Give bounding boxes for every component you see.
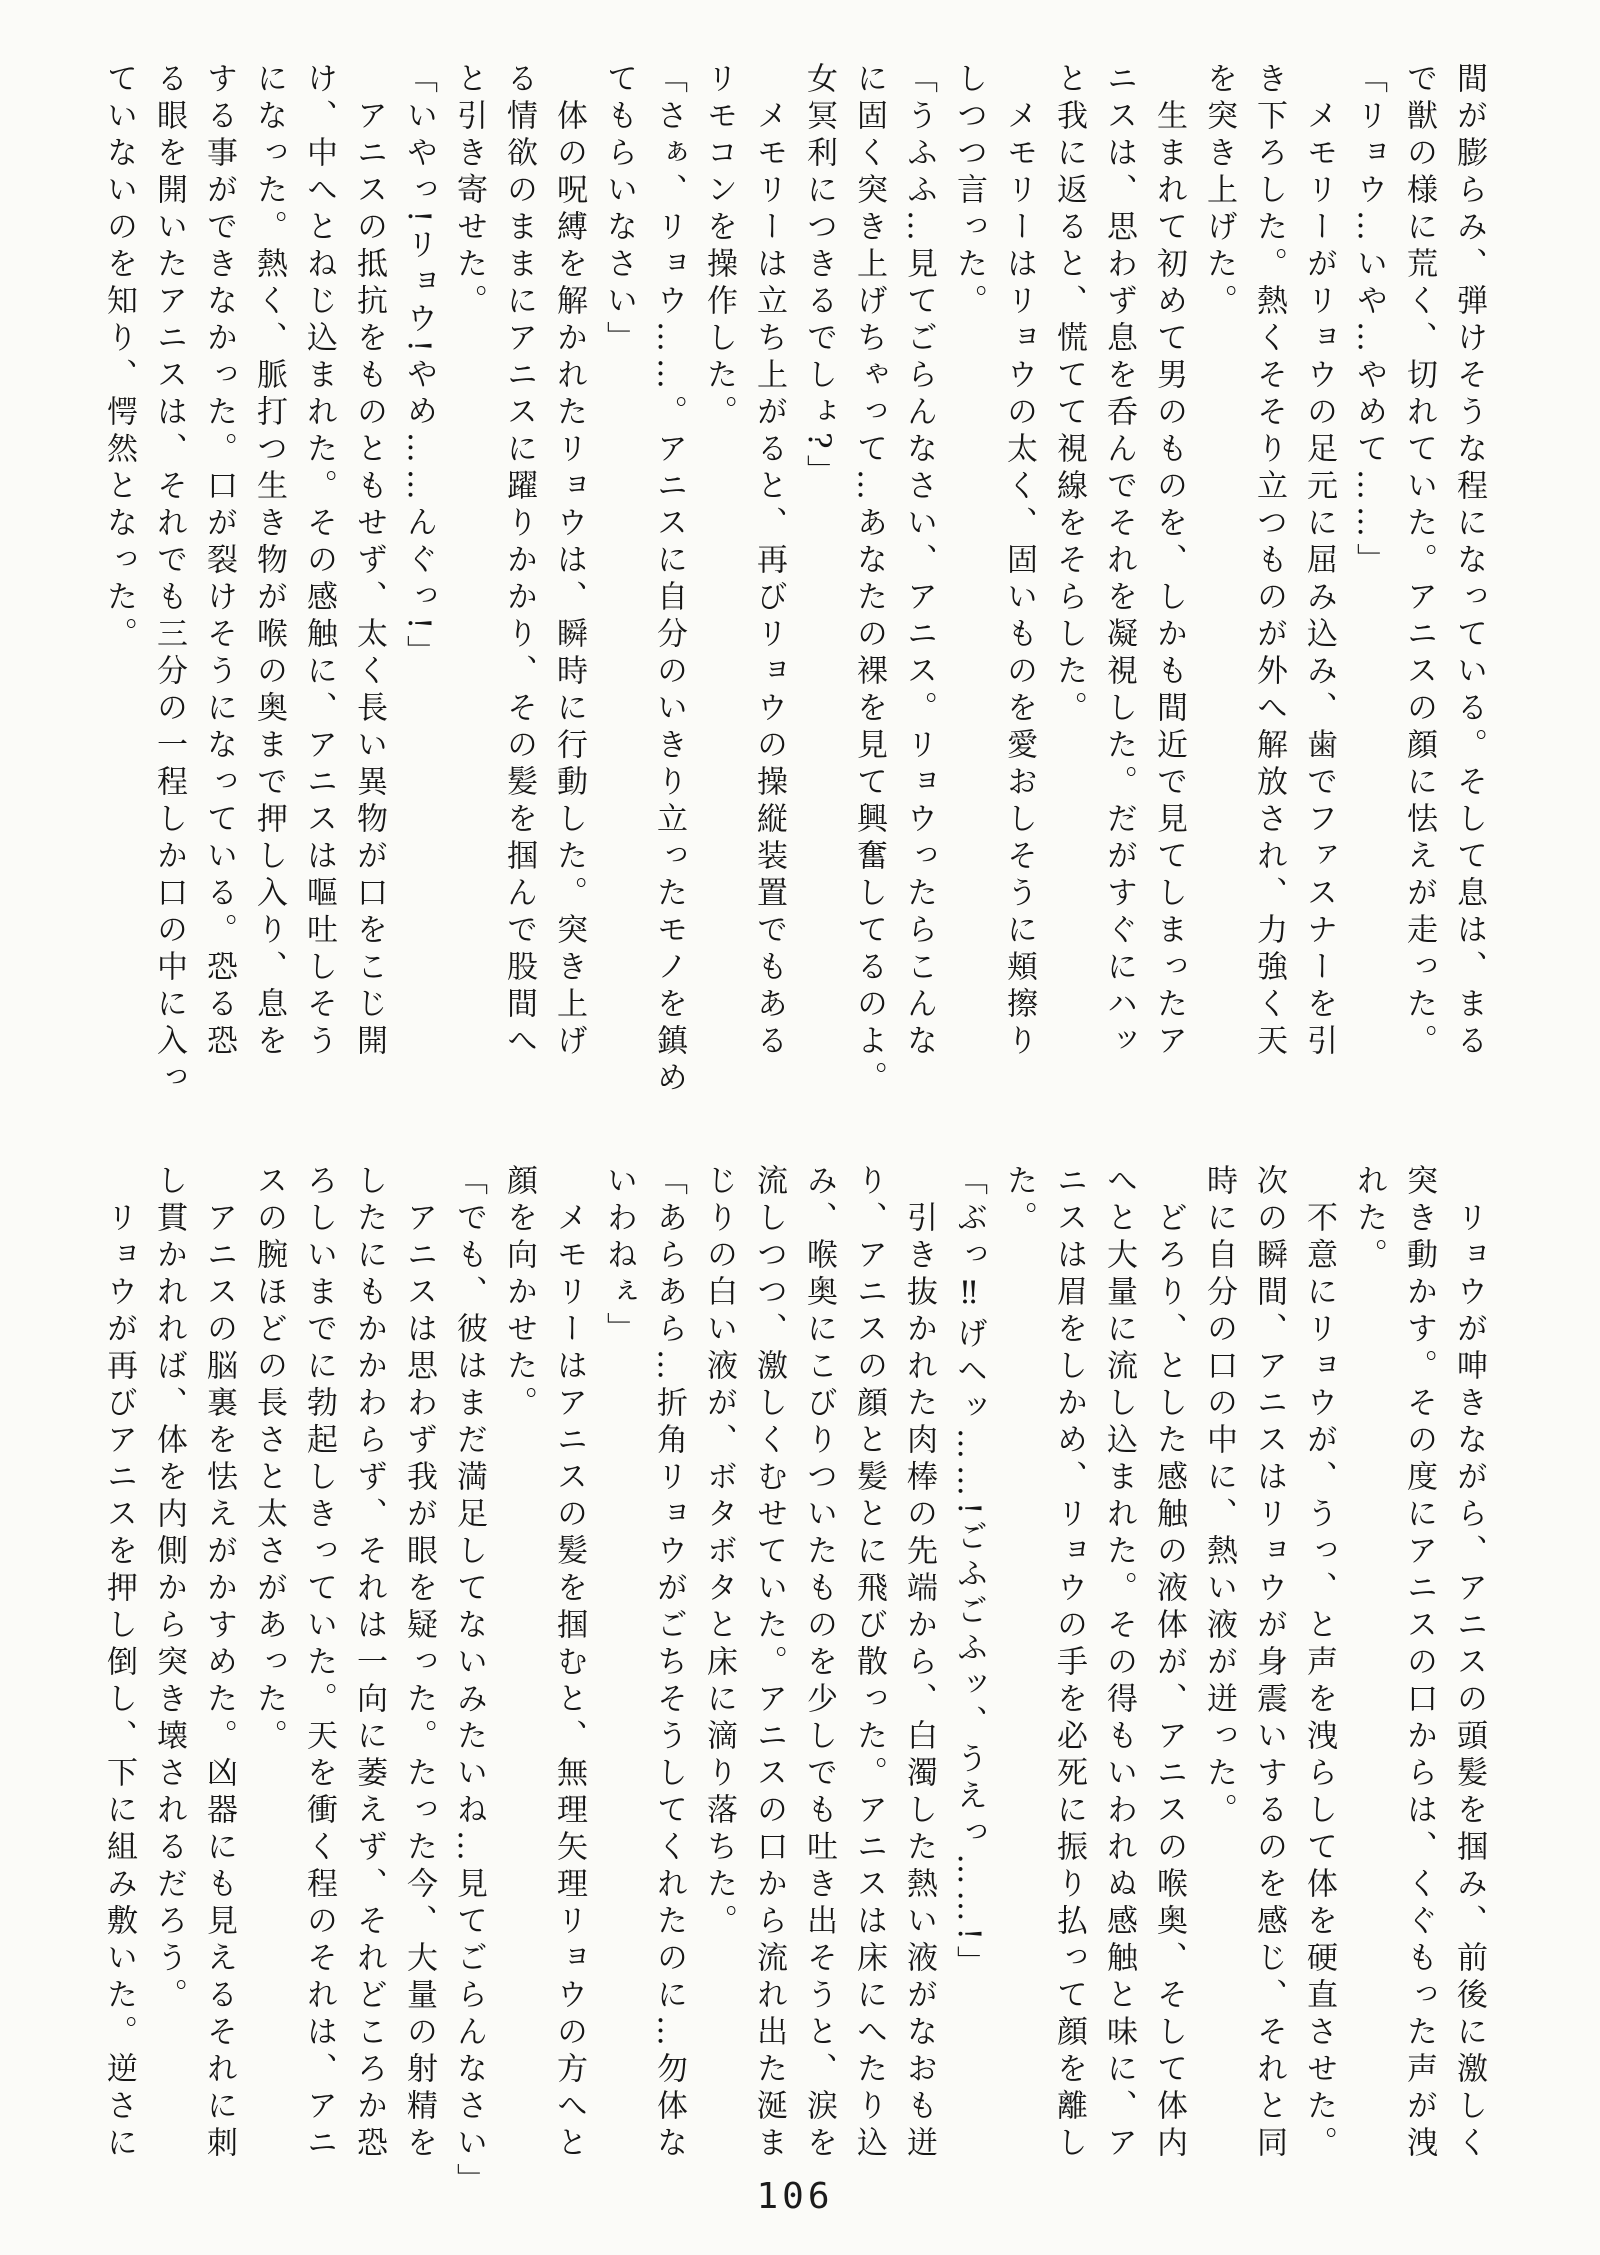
text-column: ニスは、思わず息を呑んでそれを凝視した。だがすぐにハッ xyxy=(1101,62,1137,1061)
text-column: 体の呪縛を解かれたリョウは、瞬時に行動した。突き上げ xyxy=(551,99,587,1061)
text-column: と我に返ると、慌てて視線をそらした。 xyxy=(1051,62,1087,728)
text-column: る情欲のままにアニスに躍りかかり、その髪を掴んで股間へ xyxy=(501,62,537,1061)
text-column: 間が膨らみ、弾けそうな程になっている。そして息は、まる xyxy=(1451,62,1487,1061)
text-column: メモリーはリョウの太く、固いものを愛おしそうに頬擦り xyxy=(1001,99,1037,1061)
text-column: 「あらあら…折角リョウがごちそうしてくれたのに…勿体な xyxy=(651,1164,687,2163)
text-column: 「ぶっ‼げヘッ……!ごふごふッ、うえっ……!」 xyxy=(951,1164,987,1983)
text-column: アニスの脳裏を怯えがかすめた。凶器にも見えるそれに刺 xyxy=(201,1201,237,2163)
text-column: 時に自分の口の中に、熱い液が迸った。 xyxy=(1201,1164,1237,1830)
text-column: 「うふふ…見てごらんなさい、アニス。リョウったらこんな xyxy=(901,62,937,1061)
text-column: 「でも、彼はまだ満足してないみたいね…見てごらんなさい」 xyxy=(451,1164,487,2200)
text-column: 顔を向かせた。 xyxy=(501,1164,537,1423)
page-number: 106 xyxy=(756,2176,834,2217)
text-column: メモリーは立ち上がると、再びリョウの操縦装置でもある xyxy=(751,99,787,1061)
text-column: 「いやっ!リョウ!やめ……んぐっ!」 xyxy=(401,62,437,673)
text-column: み、喉奥にこびりついたものを少しでも吐き出そうと、涙を xyxy=(801,1164,837,2163)
text-column: 突き動かす。その度にアニスの口からは、くぐもった声が洩 xyxy=(1401,1164,1437,2163)
text-column: き下ろした。熱くそそり立つものが外へ解放され、力強く天 xyxy=(1251,62,1287,1061)
text-column: 不意にリョウが、うっ、と声を洩らして体を硬直させた。 xyxy=(1301,1201,1337,2163)
text-column: 女冥利につきるでしょ?」 xyxy=(801,62,837,492)
text-column: で獣の様に荒く、切れていた。アニスの顔に怯えが走った。 xyxy=(1401,62,1437,1061)
text-column: た。 xyxy=(1001,1164,1037,1238)
text-column: ニスは眉をしかめ、リョウの手を必死に振り払って顔を離し xyxy=(1051,1164,1087,2163)
text-column: ていないのを知り、愕然となった。 xyxy=(101,62,137,654)
text-column: れた。 xyxy=(1351,1164,1387,1275)
text-column: 「リョウ…いや…やめて……」 xyxy=(1351,62,1387,580)
text-column: メモリーがリョウの足元に屈み込み、歯でファスナーを引 xyxy=(1301,99,1337,1061)
text-column: け、中へとねじ込まれた。その感触に、アニスは嘔吐しそう xyxy=(301,62,337,1061)
text-column: リョウが呻きながら、アニスの頭髪を掴み、前後に激しく xyxy=(1451,1201,1487,2163)
text-column: どろり、とした感触の液体が、アニスの喉奥、そして体内 xyxy=(1151,1201,1187,2163)
text-column: ろしいまでに勃起しきっていた。天を衝く程のそれは、アニ xyxy=(301,1164,337,2163)
text-block-bottom xyxy=(94,1164,1494,2239)
text-column: する事ができなかった。口が裂けそうになっている。恐る恐 xyxy=(201,62,237,1061)
text-column: いわねぇ」 xyxy=(601,1164,637,1349)
text-column: になった。熱く、脈打つ生き物が喉の奥まで押し入り、息を xyxy=(251,62,287,1061)
text-column: リモコンを操作した。 xyxy=(701,62,737,432)
text-column: し貫かれれば、体を内側から突き壊されるだろう。 xyxy=(151,1164,187,2015)
text-column: に固く突き上げちゃって…あなたの裸を見て興奮してるのよ。 xyxy=(851,62,887,1098)
text-column: 引き抜かれた肉棒の先端から、白濁した熱い液がなおも迸 xyxy=(901,1201,937,2163)
text-column: メモリーはアニスの髪を掴むと、無理矢理リョウの方へと xyxy=(551,1201,587,2163)
text-column: を突き上げた。 xyxy=(1201,62,1237,321)
text-column: 次の瞬間、アニスはリョウが身震いするのを感じ、それと同 xyxy=(1251,1164,1287,2163)
text-column: リョウが再びアニスを押し倒し、下に組み敷いた。逆さに xyxy=(101,1201,137,2163)
text-column: る眼を開いたアニスは、それでも三分の一程しか口の中に入っ xyxy=(151,62,187,1098)
text-column: スの腕ほどの長さと太さがあった。 xyxy=(251,1164,287,1756)
text-column: へと大量に流し込まれた。その得もいわれぬ感触と味に、ア xyxy=(1101,1164,1137,2163)
text-block-top xyxy=(94,62,1494,1137)
text-column: アニスは思わず我が眼を疑った。たった今、大量の射精を xyxy=(401,1201,437,2163)
text-column: しつつ言った。 xyxy=(951,62,987,321)
text-column: アニスの抵抗をものともせず、太く長い異物が口をこじ開 xyxy=(351,99,387,1061)
text-column: と引き寄せた。 xyxy=(451,62,487,321)
text-column: 「さぁ、リョウ……。アニスに自分のいきり立ったモノを鎮め xyxy=(651,62,687,1098)
text-column: じりの白い液が、ボタボタと床に滴り落ちた。 xyxy=(701,1164,737,1941)
text-column: 生まれて初めて男のものを、しかも間近で見てしまったア xyxy=(1151,99,1187,1061)
text-column: 流しつつ、激しくむせていた。アニスの口から流れ出た涎ま xyxy=(751,1164,787,2163)
text-column: り、アニスの顔と髪とに飛び散った。アニスは床にへたり込 xyxy=(851,1164,887,2163)
text-column: したにもかかわらず、それは一向に萎えず、それどころか恐 xyxy=(351,1164,387,2163)
text-column: てもらいなさい」 xyxy=(601,62,637,358)
